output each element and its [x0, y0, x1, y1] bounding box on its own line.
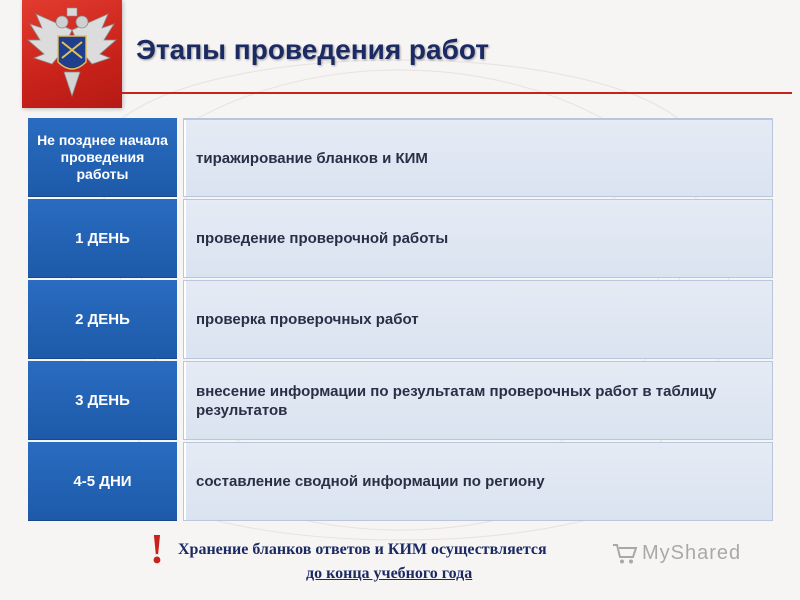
page-title: Этапы проведения работ: [136, 34, 490, 65]
stage-row: [28, 442, 773, 521]
stage-day-label: 1 ДЕНЬ: [28, 199, 177, 278]
note-text: Хранение бланков ответов и КИМ осуществляется: [178, 541, 547, 558]
stage-day-label: 3 ДЕНЬ: [28, 361, 177, 440]
stage-row: [28, 280, 773, 359]
stage-description: внесение информации по результатам проверочных работ в таблицу результатов: [183, 361, 773, 440]
title-divider: [122, 92, 792, 94]
stage-description: проведение проверочной работы: [183, 199, 773, 278]
stage-description: тиражирование бланков и КИМ: [183, 118, 773, 197]
cart-icon: [612, 543, 638, 565]
stage-row: [28, 118, 773, 197]
stage-day-label: 2 ДЕНЬ: [28, 280, 177, 359]
note-emphasis: до конца учебного года: [306, 565, 473, 582]
stage-day-label: Не позднее начала проведения работы: [28, 118, 177, 197]
exclamation-icon: !: [150, 527, 164, 573]
stage-day-label: 4-5 ДНИ: [28, 442, 177, 521]
stages-table: [28, 118, 773, 523]
stage-row: [28, 199, 773, 278]
watermark-text: MyShared: [642, 542, 742, 564]
logo-emblem: [22, 0, 122, 108]
stage-description: составление сводной информации по региону: [183, 442, 773, 521]
stage-description: проверка проверочных работ: [183, 280, 773, 359]
stage-row: [28, 361, 773, 440]
double-eagle-emblem-icon: [22, 0, 122, 108]
watermark-logo: [612, 542, 741, 565]
